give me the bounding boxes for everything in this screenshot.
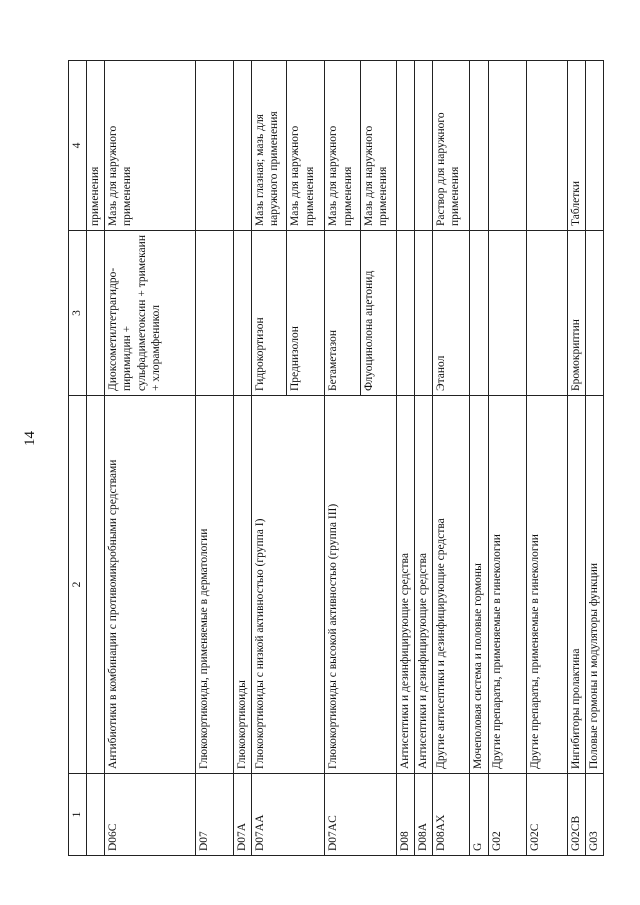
form-cell [195, 61, 233, 231]
code-cell: D07AA [252, 774, 325, 856]
header-col-2: 2 [69, 396, 87, 774]
drug-cell: Гидрокортизон [252, 231, 287, 396]
group-cell: Антибиотики в комбинации с противомикробными средствами [104, 396, 195, 774]
form-cell: применения [86, 61, 104, 231]
group-cell: Глюкокортикоиды, применяемые в дерматологии [195, 396, 233, 774]
form-cell: Мазь глазная; мазь для наружного применения [252, 61, 287, 231]
form-cell: Мазь для наружного применения [325, 61, 360, 231]
table-row [585, 61, 603, 856]
code-cell: D08AX [432, 774, 469, 856]
header-col-1: 1 [69, 774, 87, 856]
drug-cell [469, 231, 489, 396]
form-cell: Раствор для наружного применения [432, 61, 469, 231]
table-row [396, 61, 414, 856]
drug-cell: Преднизолон [287, 231, 325, 396]
group-cell: Ингибиторы пролактина [568, 396, 586, 774]
code-cell: D07A [234, 774, 252, 856]
form-cell [234, 61, 252, 231]
group-cell: Глюкокортикоиды [234, 396, 252, 774]
drug-cell [86, 231, 104, 396]
table-row [489, 61, 526, 856]
drug-cell: Бетаметазон [325, 231, 360, 396]
drug-table-container [68, 61, 604, 856]
table-header-row [69, 61, 87, 856]
table-row [469, 61, 489, 856]
code-cell: G02CB [568, 774, 586, 856]
group-cell: Глюкокортикоиды с высокой активностью (группа III) [325, 396, 396, 774]
form-cell [489, 61, 526, 231]
drug-table [68, 60, 604, 856]
drug-cell: Бромокриптин [568, 231, 586, 396]
code-cell [86, 774, 104, 856]
table-row [526, 61, 567, 856]
drug-cell [195, 231, 233, 396]
drug-cell [489, 231, 526, 396]
code-cell: D06C [104, 774, 195, 856]
form-cell: Мазь для наружного применения [104, 61, 195, 231]
group-cell: Другие препараты, применяемые в гинекологии [489, 396, 526, 774]
drug-cell [396, 231, 414, 396]
header-col-4: 4 [69, 61, 87, 231]
group-cell: Антисептики и дезинфицирующие средства [396, 396, 414, 774]
code-cell: G [469, 774, 489, 856]
group-cell [86, 396, 104, 774]
group-cell: Антисептики и дезинфицирующие средства [414, 396, 432, 774]
drug-cell: Флуоцинолона ацетонид [360, 231, 396, 396]
form-cell: Мазь для наружного применения [287, 61, 325, 231]
form-cell [396, 61, 414, 231]
table-row [195, 61, 233, 856]
drug-cell [414, 231, 432, 396]
page-number: 14 [22, 431, 38, 446]
form-cell [414, 61, 432, 231]
header-col-3: 3 [69, 231, 87, 396]
drug-cell [526, 231, 567, 396]
drug-cell [585, 231, 603, 396]
form-cell [526, 61, 567, 231]
table-row [414, 61, 432, 856]
table-row [432, 61, 469, 856]
table-row [234, 61, 252, 856]
code-cell: G03 [585, 774, 603, 856]
table-row [104, 61, 195, 856]
group-cell: Половые гормоны и модуляторы функции [585, 396, 603, 774]
table-row [325, 61, 360, 856]
code-cell: D08A [414, 774, 432, 856]
table-row [252, 61, 287, 856]
drug-cell [234, 231, 252, 396]
code-cell: G02 [489, 774, 526, 856]
group-cell: Другие препараты, применяемые в гинекологии [526, 396, 567, 774]
table-row [568, 61, 586, 856]
group-cell: Мочеполовая система и половые гормоны [469, 396, 489, 774]
form-cell: Мазь для наружного применения [360, 61, 396, 231]
code-cell: D07AC [325, 774, 396, 856]
drug-cell: Диоксометилтетрагидро-пиримидин + сульфадиметоксин + тримекаин + хлорамфеникол [104, 231, 195, 396]
form-cell: Таблетки [568, 61, 586, 231]
code-cell: D07 [195, 774, 233, 856]
code-cell: D08 [396, 774, 414, 856]
table-row [86, 61, 104, 856]
drug-cell: Этанол [432, 231, 469, 396]
code-cell: G02C [526, 774, 567, 856]
form-cell [585, 61, 603, 231]
group-cell: Глюкокортикоиды с низкой активностью (группа I) [252, 396, 325, 774]
form-cell [469, 61, 489, 231]
group-cell: Другие антисептики и дезинфицирующие средства [432, 396, 469, 774]
